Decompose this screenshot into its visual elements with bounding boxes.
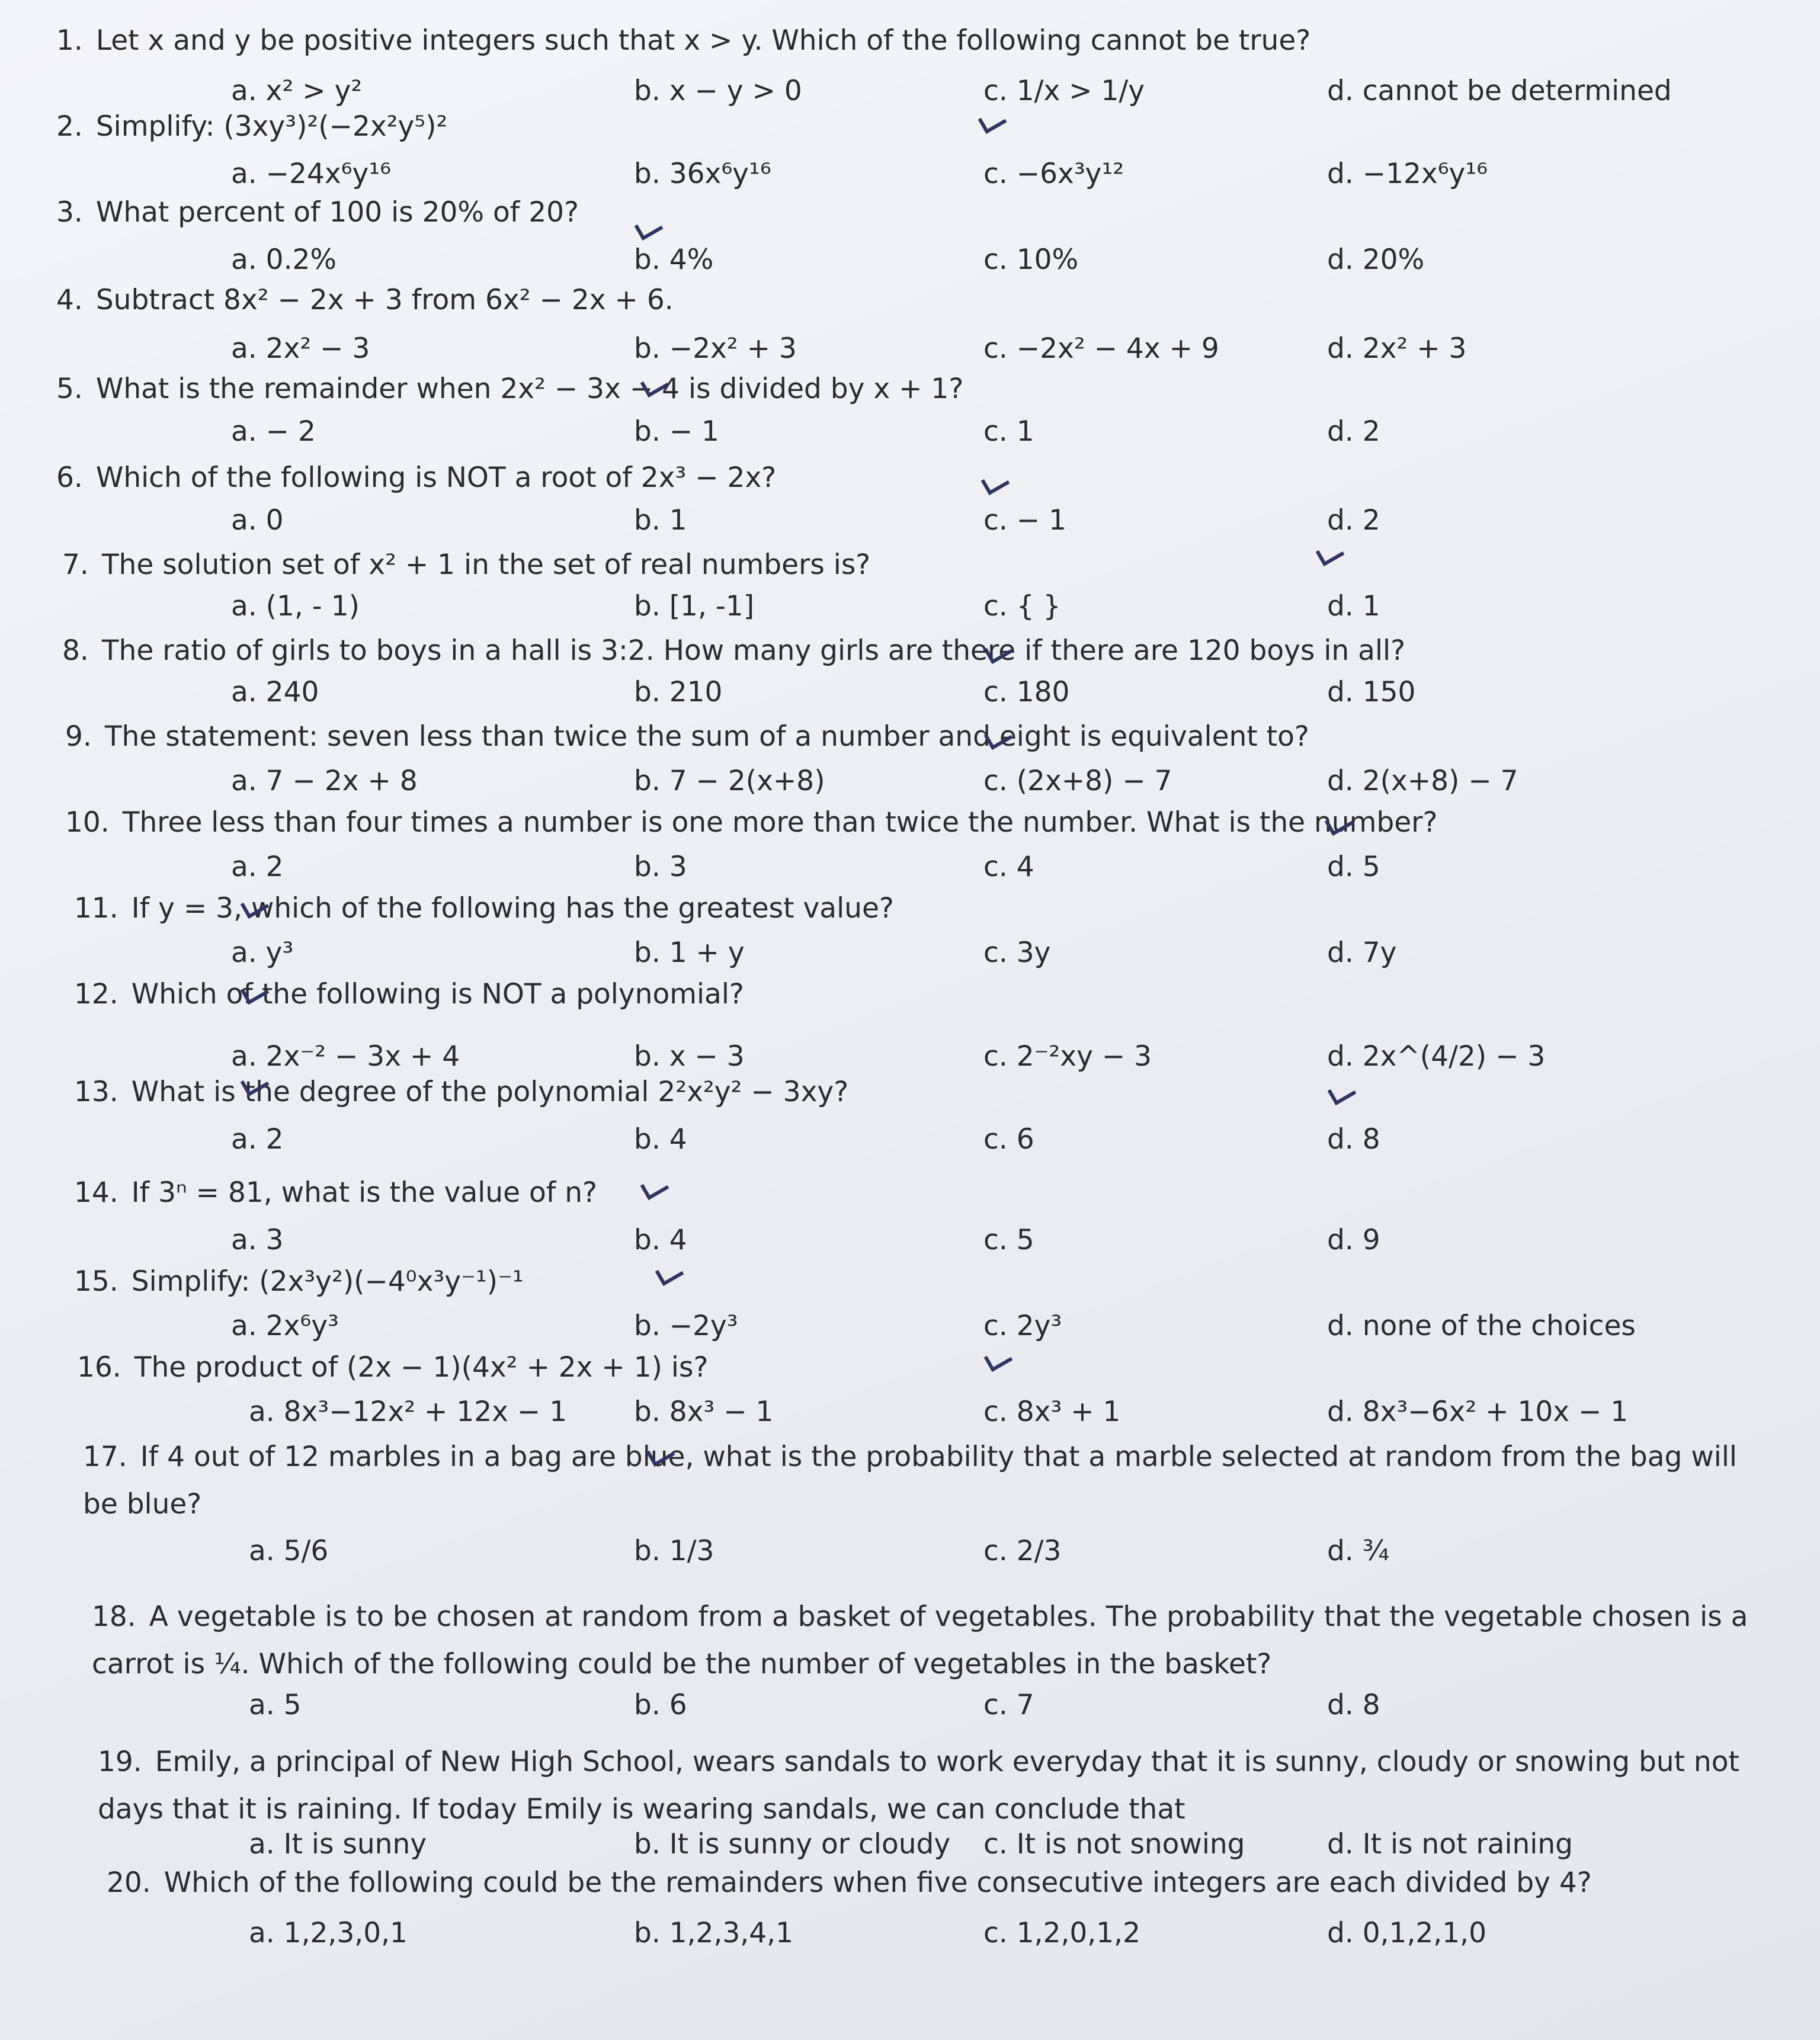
question-4-stem [56,283,674,318]
question-5-option-c: c. 1 [983,415,1034,448]
question-8-option-b: b. 210 [634,676,723,708]
question-3-option-b: b. 4% [634,243,714,276]
question-9-stem [65,720,1309,755]
question-2-option-a: a. −24x⁶y¹⁶ [231,158,392,190]
question-20-option-b: b. 1,2,3,4,1 [634,1917,793,1949]
question-8-option-c: c. 180 [983,676,1070,708]
question-2-option-c: c. −6x³y¹² [983,158,1124,190]
question-5-stem [56,372,963,407]
question-12-option-d: d. 2x^(4/2) − 3 [1327,1040,1546,1073]
question-11-option-d: d. 7y [1327,936,1397,969]
question-16-stem [77,1351,708,1385]
question-11-option-b: b. 1 + y [634,936,745,969]
question-19-stem [98,1739,1792,1833]
question-18-option-a: a. 5 [249,1689,302,1721]
question-number: 12. [74,978,118,1011]
question-text: Which of the following is NOT a polynomial? [131,978,744,1011]
question-6-option-b: b. 1 [634,504,687,537]
question-4-option-a: a. 2x² − 3 [231,332,370,365]
pen-check-mark [640,1174,669,1200]
question-6-option-d: d. 2 [1327,504,1380,537]
question-13-option-b: b. 4 [634,1123,687,1156]
question-12-stem [74,977,744,1012]
question-text: Let x and y be positive integers such that x > y. Which of the following cannot be true? [95,24,1311,57]
question-12-option-a: a. 2x⁻² − 3x + 4 [231,1040,460,1073]
question-7-stem [62,548,870,583]
question-3-option-a: a. 0.2% [231,243,337,276]
question-number: 10. [65,806,110,839]
question-2-stem [56,110,447,145]
question-number: 19. [98,1746,142,1778]
question-number: 15. [74,1265,118,1298]
question-2-option-d: d. −12x⁶y¹⁶ [1327,158,1488,190]
question-10-stem [65,806,1437,841]
question-text: Simplify: (2x³y²)(−4⁰x³y⁻¹)⁻¹ [131,1265,524,1298]
question-10-option-d: d. 5 [1327,851,1380,883]
question-5-option-d: d. 2 [1327,415,1380,448]
question-5-option-b: b. − 1 [634,415,719,448]
question-4-option-d: d. 2x² + 3 [1327,332,1467,365]
question-2-option-b: b. 36x⁶y¹⁶ [634,158,771,190]
question-text: Subtract 8x² − 2x + 3 from 6x² − 2x + 6. [95,284,674,316]
question-number: 14. [74,1176,118,1209]
question-10-option-a: a. 2 [231,851,284,883]
question-number: 17. [83,1441,127,1473]
question-11-option-c: c. 3y [983,936,1051,969]
question-3-option-d: d. 20% [1327,243,1425,276]
question-6-option-a: a. 0 [231,504,284,537]
question-9-option-d: d. 2(x+8) − 7 [1327,765,1518,797]
question-10-option-c: c. 4 [983,851,1034,883]
pen-check-mark [635,214,664,240]
question-10-option-b: b. 3 [634,851,687,883]
pen-check-mark [1316,540,1345,566]
question-19-option-d: d. It is not raining [1327,1828,1573,1861]
question-14-option-c: c. 5 [983,1224,1034,1256]
question-19-option-c: c. It is not snowing [983,1828,1245,1861]
question-1-option-b: b. x − y > 0 [634,75,802,107]
question-text: A vegetable is to be chosen at random from a basket of vegetables. The probability that the vegetable chosen is a carrot is ¼. Which of the following could be the number of vegetables in the basket? [92,1600,1748,1680]
question-text: Which of the following could be the remainders when five consecutive integers are each divided by 4? [164,1866,1592,1899]
question-7-option-a: a. (1, - 1) [231,590,360,623]
question-5-option-a: a. − 2 [231,415,316,448]
question-12-option-c: c. 2⁻²xy − 3 [983,1040,1152,1073]
question-18-option-c: c. 7 [983,1689,1034,1721]
question-13-option-d: d. 8 [1327,1123,1380,1156]
question-19-option-a: a. It is sunny [249,1828,427,1861]
question-15-option-a: a. 2x⁶y³ [231,1310,339,1342]
question-13-option-a: a. 2 [231,1123,284,1156]
question-1-stem [56,24,1310,59]
question-15-stem [74,1265,524,1300]
question-number: 6. [56,461,83,494]
question-text: If y = 3, which of the following has the greatest value? [131,892,894,925]
question-19-option-b: b. It is sunny or cloudy [634,1828,951,1861]
question-text: If 3ⁿ = 81, what is the value of n? [131,1176,597,1209]
question-text: What is the remainder when 2x² − 3x − 4 is divided by x + 1? [95,373,964,405]
pen-check-mark [655,1260,684,1286]
question-17-option-c: c. 2/3 [983,1535,1062,1567]
question-11-option-a: a. y³ [231,936,294,969]
question-1-option-c: c. 1/x > 1/y [983,75,1145,107]
question-number: 11. [74,892,118,925]
question-number: 13. [74,1076,118,1108]
question-text: Emily, a principal of New High School, wears sandals to work everyday that it is sunny, cloudy or snowing but not days that it is raining. If today Emily is wearing sandals, we can conclude that [98,1746,1739,1826]
question-6-stem [56,461,776,496]
question-number: 1. [56,24,83,57]
question-16-option-a: a. 8x³−12x² + 12x − 1 [249,1396,568,1428]
question-20-option-c: c. 1,2,0,1,2 [983,1917,1140,1949]
question-text: What percent of 100 is 20% of 20? [95,196,579,229]
question-number: 9. [65,720,92,753]
question-16-option-b: b. 8x³ − 1 [634,1396,774,1428]
question-14-stem [74,1176,597,1211]
question-7-option-d: d. 1 [1327,590,1380,623]
question-15-option-d: d. none of the choices [1327,1310,1636,1342]
question-17-option-a: a. 5/6 [249,1535,329,1567]
question-8-option-d: d. 150 [1327,676,1416,708]
question-number: 4. [56,284,83,316]
question-16-option-d: d. 8x³−6x² + 10x − 1 [1327,1396,1629,1428]
question-17-stem [83,1433,1777,1528]
question-9-option-a: a. 7 − 2x + 8 [231,765,418,797]
question-20-stem [107,1866,1592,1901]
question-8-option-a: a. 240 [231,676,319,708]
pen-check-mark [978,108,1007,134]
question-9-option-b: b. 7 − 2(x+8) [634,765,825,797]
question-text: Simplify: (3xy³)²(−2x²y⁵)² [95,110,448,143]
question-1-option-d: d. cannot be determined [1327,75,1672,107]
question-14-option-b: b. 4 [634,1224,687,1256]
question-13-option-c: c. 6 [983,1123,1034,1156]
pen-check-mark [1328,1079,1357,1105]
question-text: If 4 out of 12 marbles in a bag are blue, what is the probability that a marble selected at random from the bag will be blue? [83,1441,1737,1521]
question-4-option-b: b. −2x² + 3 [634,332,797,365]
question-16-option-c: c. 8x³ + 1 [983,1396,1121,1428]
question-11-stem [74,891,894,926]
question-20-option-a: a. 1,2,3,0,1 [249,1917,408,1949]
question-15-option-b: b. −2y³ [634,1310,738,1342]
question-number: 5. [56,373,83,405]
pen-check-mark [981,469,1010,495]
question-8-stem [62,634,1405,669]
question-14-option-a: a. 3 [231,1224,284,1256]
question-number: 7. [62,549,89,581]
question-3-stem [56,195,579,230]
question-17-option-b: b. 1/3 [634,1535,714,1567]
question-number: 2. [56,110,83,143]
question-number: 20. [107,1866,151,1899]
question-number: 3. [56,196,83,229]
question-text: The product of (2x − 1)(4x² + 2x + 1) is? [134,1351,709,1384]
question-number: 16. [77,1351,121,1384]
question-17-option-d: d. ¾ [1327,1535,1390,1567]
question-1-option-a: a. x² > y² [231,75,363,107]
question-4-option-c: c. −2x² − 4x + 9 [983,332,1219,365]
question-18-stem [92,1593,1786,1688]
question-15-option-c: c. 2y³ [983,1310,1062,1342]
question-20-option-d: d. 0,1,2,1,0 [1327,1917,1486,1949]
question-7-option-b: b. [1, -1] [634,590,755,623]
question-number: 18. [92,1600,136,1633]
question-number: 8. [62,634,89,667]
question-text: Three less than four times a number is one more than twice the number. What is the number? [122,806,1438,839]
question-7-option-c: c. { } [983,590,1061,623]
question-text: Which of the following is NOT a root of 2x³ − 2x? [95,461,777,494]
question-text: What is the degree of the polynomial 2²x²y² − 3xy? [131,1076,849,1108]
question-text: The ratio of girls to boys in a hall is 3:2. How many girls are there if there are 120 boys in all? [101,634,1406,667]
question-13-stem [74,1075,848,1110]
question-9-option-c: c. (2x+8) − 7 [983,765,1172,797]
question-6-option-c: c. − 1 [983,504,1066,537]
question-12-option-b: b. x − 3 [634,1040,745,1073]
question-14-option-d: d. 9 [1327,1224,1380,1256]
question-text: The solution set of x² + 1 in the set of real numbers is? [101,549,871,581]
question-3-option-c: c. 10% [983,243,1079,276]
question-18-option-b: b. 6 [634,1689,687,1721]
question-text: The statement: seven less than twice the sum of a number and eight is equivalent to? [104,720,1309,753]
question-18-option-d: d. 8 [1327,1689,1380,1721]
pen-check-mark [984,1346,1013,1372]
